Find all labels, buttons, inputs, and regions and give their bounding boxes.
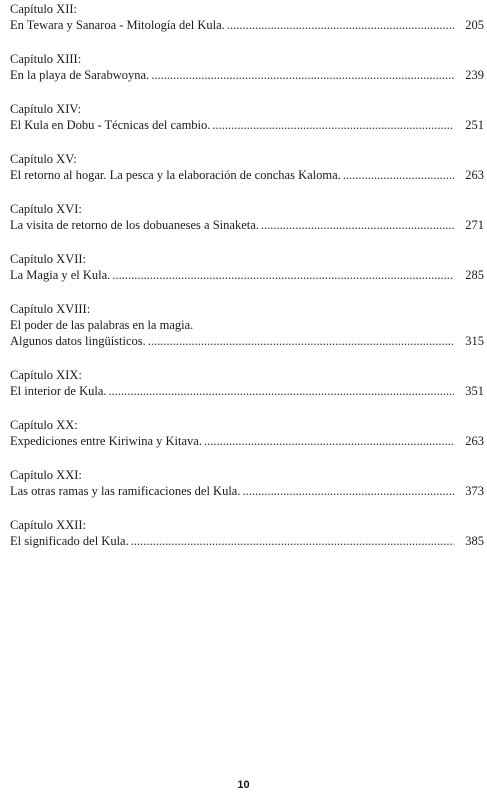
toc-line (10, 117, 484, 133)
page-number: 315 (465, 334, 484, 348)
toc-entry (10, 251, 484, 283)
chapter-label: Capítulo XVII: (10, 252, 87, 266)
page-number: 205 (465, 18, 484, 32)
toc-line (10, 383, 484, 399)
toc-line (10, 167, 484, 183)
chapter-label: Capítulo XVIII: (10, 302, 91, 316)
dot-leader (204, 433, 454, 449)
page-number: 263 (465, 434, 484, 448)
dot-leader (112, 267, 454, 283)
toc-entry (10, 51, 484, 83)
chapter-title-line: El poder de las palabras en la magia. (10, 318, 194, 332)
toc-entry (10, 367, 484, 399)
toc-entry (10, 201, 484, 233)
toc-entry (10, 151, 484, 183)
table-of-contents (10, 1, 484, 567)
chapter-title: La Magia y el Kula. (10, 268, 111, 282)
toc-line (10, 333, 484, 349)
page-number: 385 (465, 534, 484, 548)
page-number: 239 (465, 68, 484, 82)
page-number: 285 (465, 268, 484, 282)
chapter-title: La visita de retorno de los dobuaneses a Sinaketa. (10, 218, 259, 232)
toc-entry (10, 301, 484, 349)
chapter-label: Capítulo XVI: (10, 202, 82, 216)
chapter-title: Algunos datos lingüísticos. (10, 334, 146, 348)
page-number: 251 (465, 118, 484, 132)
chapter-title: En la playa de Sarabwoyna. (10, 68, 150, 82)
toc-entry (10, 417, 484, 449)
dot-leader (151, 67, 454, 83)
chapter-title: En Tewara y Sanaroa - Mitología del Kula. (10, 18, 225, 32)
chapter-label: Capítulo XIV: (10, 102, 81, 116)
toc-line (10, 267, 484, 283)
toc-entry (10, 517, 484, 549)
toc-line (10, 433, 484, 449)
dot-leader (212, 117, 454, 133)
page-number: 373 (465, 484, 484, 498)
page-number: 263 (465, 168, 484, 182)
chapter-label: Capítulo XII: (10, 2, 78, 16)
chapter-label: Capítulo XIX: (10, 368, 82, 382)
dot-leader (242, 483, 454, 499)
chapter-label: Capítulo XV: (10, 152, 77, 166)
dot-leader (109, 383, 455, 399)
chapter-label: Capítulo XXI: (10, 468, 82, 482)
chapter-label: Capítulo XIII: (10, 52, 82, 66)
page-number: 271 (465, 218, 484, 232)
toc-entry (10, 467, 484, 499)
chapter-label: Capítulo XXII: (10, 518, 87, 532)
chapter-title: El Kula en Dobu - Técnicas del cambio. (10, 118, 211, 132)
dot-leader (343, 167, 454, 183)
toc-entry (10, 1, 484, 33)
toc-entry (10, 101, 484, 133)
chapter-title: El significado del Kula. (10, 534, 129, 548)
toc-line (10, 533, 484, 549)
chapter-title: Las otras ramas y las ramificaciones del Kula. (10, 484, 241, 498)
toc-line (10, 483, 484, 499)
footer-page-number: 10 (237, 779, 250, 791)
chapter-label: Capítulo XX: (10, 418, 78, 432)
toc-line (10, 217, 484, 233)
dot-leader (131, 533, 454, 549)
chapter-title: Expediciones entre Kiriwina y Kitava. (10, 434, 202, 448)
chapter-title: El retorno al hogar. La pesca y la elaboración de conchas Kaloma. (10, 168, 341, 182)
toc-line (10, 67, 484, 83)
page-number: 351 (465, 384, 484, 398)
dot-leader (261, 217, 454, 233)
dot-leader (227, 17, 454, 33)
dot-leader (148, 333, 454, 349)
toc-line (10, 17, 484, 33)
chapter-title: El interior de Kula. (10, 384, 107, 398)
